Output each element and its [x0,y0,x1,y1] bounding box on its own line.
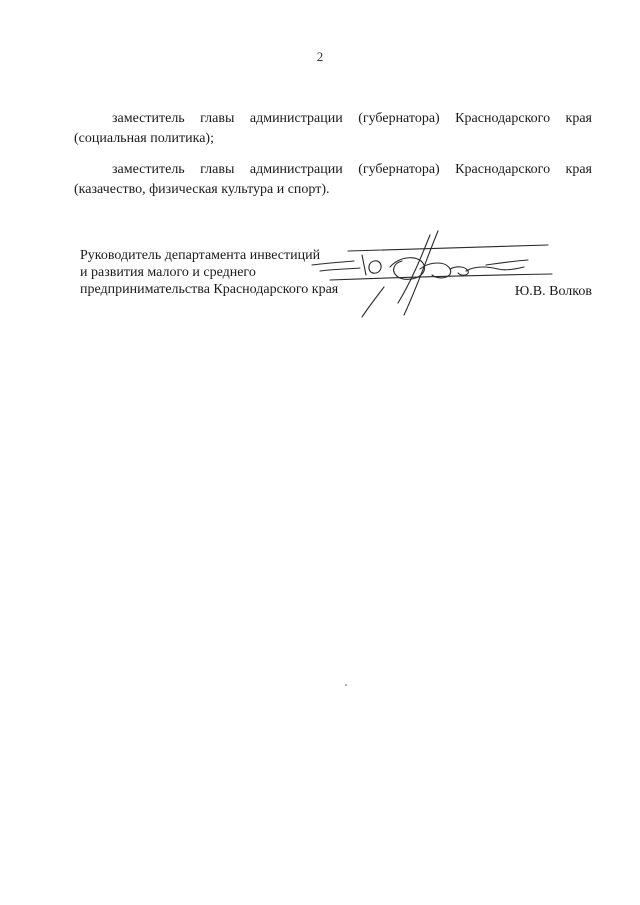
position-line-2: и развития малого и среднего [80,265,256,280]
position-line-3: предпринимательства Краснодарского края [80,282,339,297]
signer-name: Ю.В. Волков [514,284,592,299]
scan-speck [345,684,347,686]
paragraph-2-text: заместитель главы администрации (губернатора) Краснодарского края (казачество, физическая культура и спорт). [74,162,592,197]
paragraph-2 [74,160,592,200]
page-number: 2 [316,49,324,64]
position-line-1: Руководитель департамента инвестиций [80,248,321,263]
paragraph-1-text: заместитель главы администрации (губернатора) Краснодарского края (социальная политика); [74,111,592,146]
paragraph-1 [74,109,592,149]
